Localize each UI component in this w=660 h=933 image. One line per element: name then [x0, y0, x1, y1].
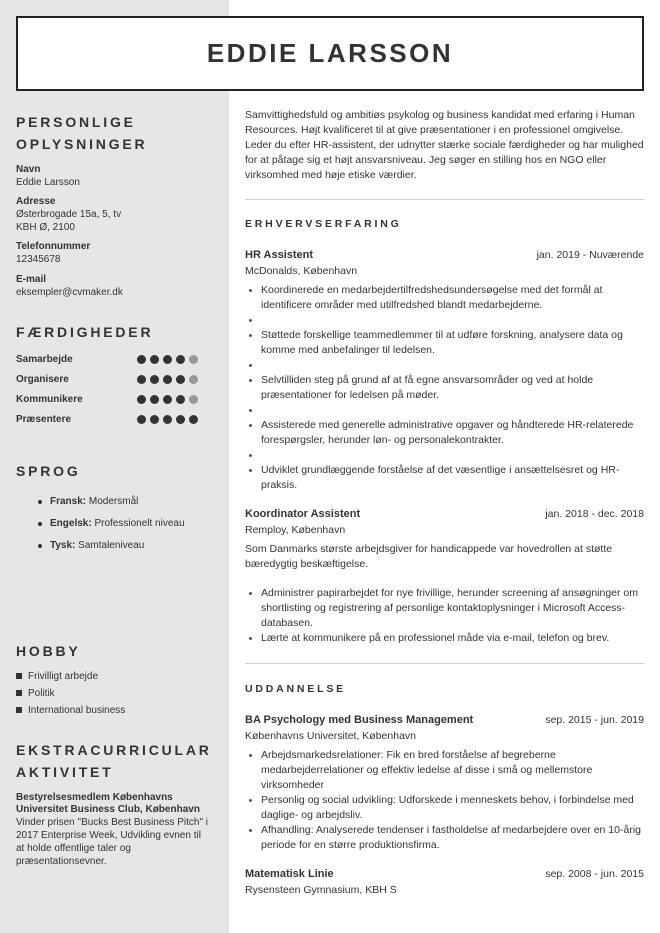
hobby-section [16, 640, 216, 662]
bullet-item: Lærte at kommunikere på en professionel måde via e-mail, telefon og brev. [261, 631, 644, 646]
education-school: Københavns Universitet, København [245, 730, 417, 742]
experience-heading: ERHVERVSERFARING [245, 218, 402, 230]
job-header [245, 506, 644, 523]
bullet-item: Arbejdsmarkedsrelationer: Fik en bred forståelse af begreberne medarbejderrelationer og effektiv ledelse af disse i små og mellemstore virksomheder [261, 748, 644, 793]
language-name: Fransk: [50, 496, 87, 507]
skill-name: Kommunikere [16, 394, 83, 405]
personal-phone-field [16, 240, 216, 266]
rating-dot-filled [150, 415, 159, 424]
divider [245, 199, 644, 200]
bullet-item: Administrer papirarbejdet for nye frivillige, herunder screening af ansøgninger om shortlisting og registrering af personlige kontaktoplysninger i Microsoft Access-databasen. [261, 586, 644, 631]
bullet-item: Afhandling: Analyserede tendenser i fastholdelse af medarbejdere over en 10-årig periode for en større produktionsfirma. [261, 823, 644, 853]
skill-row [16, 370, 216, 390]
job-date: jan. 2018 - dec. 2018 [545, 508, 644, 520]
hobby-item: Frivilligt arbejde [16, 668, 216, 685]
job-company: McDonalds, København [245, 265, 358, 277]
rating-dot-filled [176, 375, 185, 384]
rating-dot-filled [189, 415, 198, 424]
bullet-item: Koordinerede en medarbejdertilfredshedsundersøgelse med det formål at identificere områder med utilfredshed blandt medarbejderne. [261, 283, 644, 313]
bullet-item [261, 403, 644, 418]
rating-dot-filled [137, 395, 146, 404]
language-name: Tysk: [50, 540, 76, 551]
education-header [245, 712, 644, 729]
personal-section [16, 111, 216, 155]
job-title: HR Assistent [245, 249, 314, 261]
language-item [50, 513, 216, 535]
extra-heading: EKSTRACURRICULAR AKTIVITET [16, 742, 212, 780]
bullet-item: Assisterede med generelle administrative opgaver og håndterede HR-relaterede forespørgsler, herunder løn- og personalekontrakter. [261, 418, 644, 448]
language-level: Modersmål [88, 496, 139, 507]
education-school: Rysensteen Gymnasium, KBH S [245, 884, 397, 896]
bullet-item: Udviklet grundlæggende forståelse af det væsentlige i ansættelsesret og HR-praksis. [261, 463, 644, 493]
rating-dot-filled [137, 375, 146, 384]
education-title: BA Psychology med Business Management [245, 714, 474, 726]
hobby-heading: HOBBY [16, 643, 81, 659]
skills-list [16, 350, 216, 430]
hobby-item: International business [16, 702, 216, 719]
skill-rating [137, 355, 198, 364]
candidate-name: EDDIE LARSSON [206, 38, 454, 68]
hobby-item: Politik [16, 685, 216, 702]
skill-name: Præsentere [16, 414, 72, 425]
summary-section [245, 108, 644, 183]
job-date: jan. 2019 - Nuværende [536, 249, 644, 261]
rating-dot-empty [189, 375, 198, 384]
rating-dot-filled [163, 395, 172, 404]
rating-dot-filled [176, 395, 185, 404]
field-value: Eddie Larsson [16, 177, 80, 188]
skill-name: Organisere [16, 374, 69, 385]
extra-section [16, 739, 216, 783]
personal-name-field [16, 163, 216, 189]
skill-row [16, 390, 216, 410]
language-item [50, 535, 216, 557]
rating-dot-filled [163, 415, 172, 424]
personal-heading: PERSONLIGE OPLYSNINGER [16, 114, 148, 152]
skills-heading: FÆRDIGHEDER [16, 324, 154, 340]
extra-text: Vinder prisen "Bucks Best Business Pitch" i 2017 Enterprise Week, Udvikling evnen til at holde offentlige taler og præsentationsevner. [16, 817, 209, 867]
bullet-item [261, 358, 644, 373]
skills-section [16, 321, 216, 343]
rating-dot-filled [150, 375, 159, 384]
field-label: Telefonnummer [16, 241, 91, 252]
rating-dot-filled [137, 355, 146, 364]
skill-rating [137, 415, 198, 424]
bullet-item [261, 448, 644, 463]
languages-heading: SPROG [16, 463, 81, 479]
field-value: Østerbrogade 15a, 5, tv [16, 209, 122, 220]
education-heading: UDDANNELSE [245, 683, 346, 695]
field-value: 12345678 [16, 254, 61, 265]
language-name: Engelsk: [50, 518, 92, 529]
extra-content [16, 792, 211, 868]
summary-text: Samvittighedsfuld og ambitiøs psykolog og business kandidat med erfaring i Human Resources. Højt kvalificeret til at give præsentationer i en professionel omgivelse. Leder du efter HR-assistent, der udnytter stærke sociale færdigheder og har mulighed for at påtage sig et højt ansvarsniveau. Jeg søger en stilling hos en NGO eller virksomhed med høje etiske værdier. [245, 109, 644, 181]
experience-section [245, 217, 644, 232]
languages-list [16, 491, 216, 557]
rating-dot-filled [150, 355, 159, 364]
education-section [245, 682, 644, 697]
rating-dot-filled [163, 355, 172, 364]
education-bullets [245, 748, 644, 853]
language-level: Samtaleniveau [78, 540, 145, 551]
languages-section [16, 460, 216, 482]
education-header [245, 866, 644, 883]
rating-dot-empty [189, 355, 198, 364]
job-bullets [245, 586, 644, 646]
field-label: Adresse [16, 196, 56, 207]
skill-row [16, 410, 216, 430]
education-date: sep. 2008 - jun. 2015 [545, 868, 644, 880]
field-label: Navn [16, 164, 41, 175]
job-entry [245, 506, 644, 646]
language-level: Professionelt niveau [94, 518, 185, 529]
skill-row [16, 350, 216, 370]
job-entry [245, 247, 644, 493]
divider [245, 663, 644, 664]
field-label: E-mail [16, 274, 47, 285]
rating-dot-filled [137, 415, 146, 424]
hobby-list-wrap [16, 668, 216, 719]
skill-rating [137, 395, 198, 404]
job-header [245, 247, 644, 264]
skill-rating [137, 375, 198, 384]
job-description: Som Danmarks største arbejdsgiver for handicappede var hovedrollen at støtte bæredygtig beskæftigelse. [245, 543, 613, 570]
job-title: Koordinator Assistent [245, 508, 361, 520]
education-entry [245, 712, 644, 853]
language-item [50, 491, 216, 513]
languages-list-wrap [16, 491, 216, 557]
rating-dot-filled [150, 395, 159, 404]
field-value: eksempler@cvmaker.dk [16, 287, 123, 298]
rating-dot-empty [189, 395, 198, 404]
extra-title: Bestyrelsesmedlem Københavns Universitet Business Club, København [16, 792, 200, 815]
field-value: KBH Ø, 2100 [16, 222, 75, 233]
bullet-item: Personlig og social udvikling: Udforskede i menneskets behov, i forbindelse med daglige- og arbejdsliv. [261, 793, 644, 823]
name-header [16, 16, 644, 91]
education-date: sep. 2015 - jun. 2019 [545, 714, 644, 726]
bullet-item: Støttede forskellige teammedlemmer til at udføre forskning, analysere data og komme med anbefalinger til ledelsen. [261, 328, 644, 358]
rating-dot-filled [176, 355, 185, 364]
personal-email-field [16, 273, 216, 299]
job-bullets [245, 283, 644, 493]
bullet-item: Selvtilliden steg på grund af at få egne ansvarsområder og ved at holde præsentationer for ledelsen på møder. [261, 373, 644, 403]
rating-dot-filled [163, 375, 172, 384]
personal-address-field [16, 195, 216, 234]
education-entry [245, 866, 644, 898]
skill-name: Samarbejde [16, 354, 73, 365]
job-company: Remploy, København [245, 524, 346, 536]
rating-dot-filled [176, 415, 185, 424]
hobby-list [16, 668, 216, 719]
bullet-item [261, 313, 644, 328]
education-title: Matematisk Linie [245, 868, 334, 880]
